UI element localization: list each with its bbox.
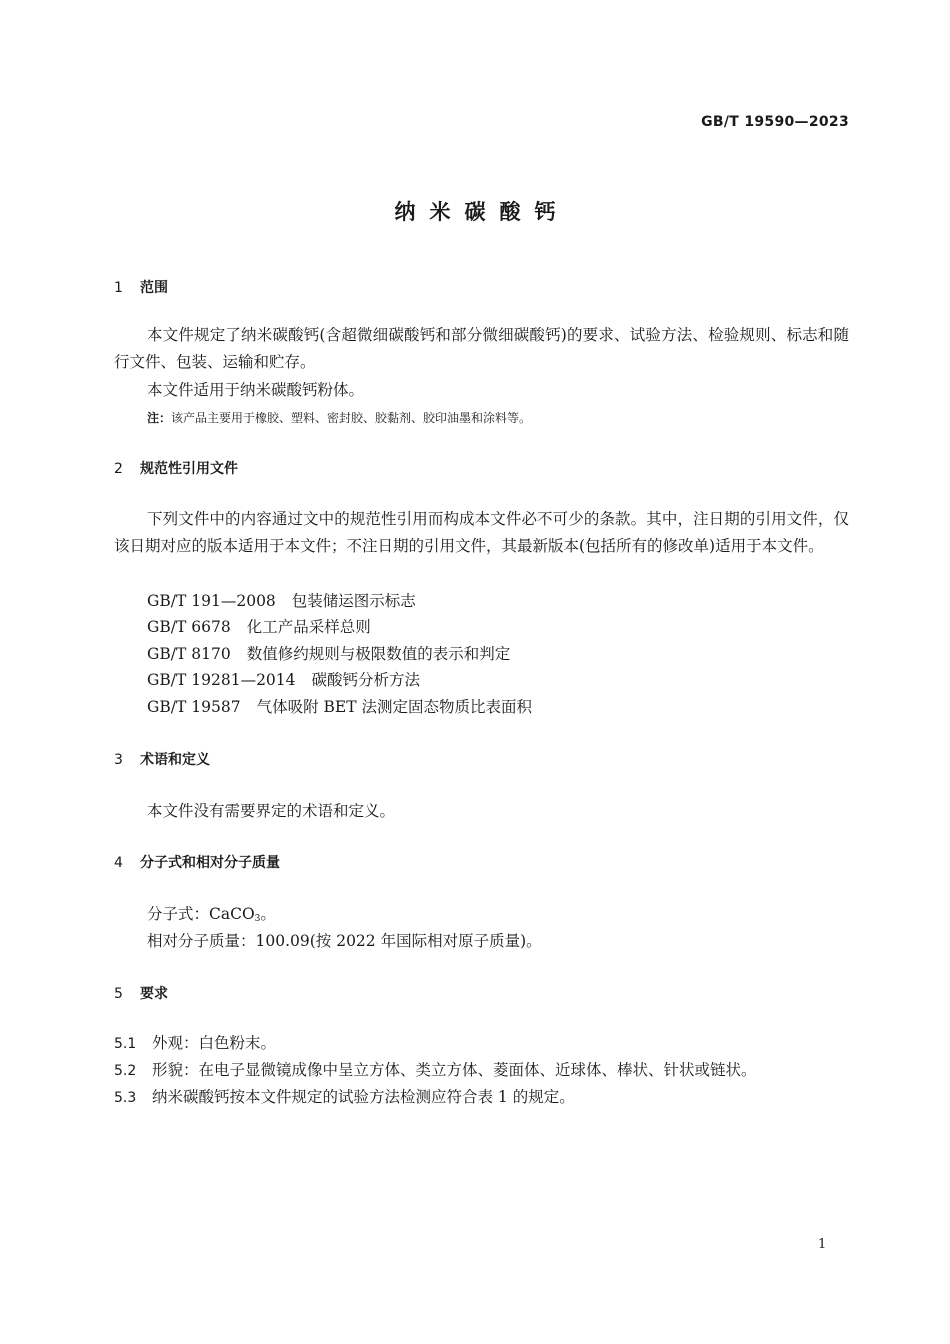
reference-title: 碳酸钙分析方法	[311, 671, 421, 689]
document-title: 纳米碳酸钙	[394, 200, 570, 224]
reference-item	[147, 615, 371, 637]
section-title: 要求	[140, 986, 168, 1002]
reference-item	[147, 642, 510, 664]
note-label: 注：	[147, 411, 172, 425]
section-1-paragraph-2: 本文件适用于纳米碳酸钙粉体。	[147, 381, 365, 399]
section-4-heading	[114, 852, 280, 872]
section-2-intro: 下列文件中的内容通过文中的规范性引用而构成本文件必不可少的条款。其中，注日期的引用文件，仅该日期对应的版本适用于本文件；不注日期的引用文件，其最新版本(包括所有的修改单)适用于本文件。	[114, 510, 849, 555]
clause-text: 外观：白色粉末。	[152, 1034, 277, 1052]
section-number: 3	[114, 752, 123, 768]
page-number: 1	[818, 1237, 827, 1252]
standard-code: GB/T 19590—2023	[701, 114, 849, 130]
clause-number: 5.1	[114, 1036, 137, 1052]
reference-code: GB/T 8170	[147, 645, 231, 663]
reference-item	[147, 668, 420, 690]
section-title: 范围	[140, 280, 168, 296]
section-3-text: 本文件没有需要界定的术语和定义。	[147, 802, 396, 820]
section-number: 1	[114, 280, 123, 296]
requirement-item	[114, 1085, 575, 1107]
reference-title: 气体吸附 BET 法测定固态物质比表面积	[256, 698, 532, 716]
reference-code: GB/T 19281—2014	[147, 671, 296, 689]
formula-prefix: 分子式：CaCO	[147, 905, 255, 923]
reference-item	[147, 695, 532, 717]
reference-title: 化工产品采样总则	[246, 618, 371, 636]
section-title: 分子式和相对分子质量	[140, 855, 280, 871]
section-3-heading	[114, 749, 210, 769]
molecular-formula	[147, 902, 276, 924]
relative-molecular-mass: 相对分子质量：100.09(按 2022 年国际相对原子质量)。	[147, 932, 542, 950]
section-1-note	[147, 409, 531, 426]
section-number: 5	[114, 986, 123, 1002]
reference-title: 数值修约规则与极限数值的表示和判定	[246, 645, 511, 663]
section-5-heading	[114, 983, 168, 1003]
reference-title: 包装储运图示标志	[291, 592, 416, 610]
formula-subscript: 3	[254, 914, 261, 924]
section-2-heading	[114, 458, 238, 478]
reference-item	[147, 589, 416, 611]
requirement-item	[114, 1031, 276, 1053]
reference-code: GB/T 6678	[147, 618, 231, 636]
reference-code: GB/T 19587	[147, 698, 241, 716]
clause-number: 5.3	[114, 1090, 137, 1106]
clause-text: 形貌：在电子显微镜成像中呈立方体、类立方体、菱面体、近球体、棒状、针状或链状。	[152, 1061, 757, 1079]
formula-suffix: 。	[260, 905, 276, 923]
reference-code: GB/T 191—2008	[147, 592, 276, 610]
section-1-heading	[114, 277, 168, 297]
section-title: 术语和定义	[140, 752, 210, 768]
requirement-item	[114, 1058, 757, 1080]
section-1-paragraph-1: 本文件规定了纳米碳酸钙(含超微细碳酸钙和部分微细碳酸钙)的要求、试验方法、检验规则、标志和随行文件、包装、运输和贮存。	[114, 326, 849, 371]
section-number: 4	[114, 855, 123, 871]
note-text: 该产品主要用于橡胶、塑料、密封胶、胶黏剂、胶印油墨和涂料等。	[171, 411, 532, 425]
clause-text: 纳米碳酸钙按本文件规定的试验方法检测应符合表 1 的规定。	[152, 1088, 575, 1106]
section-number: 2	[114, 461, 123, 477]
section-title: 规范性引用文件	[140, 461, 238, 477]
clause-number: 5.2	[114, 1063, 137, 1079]
